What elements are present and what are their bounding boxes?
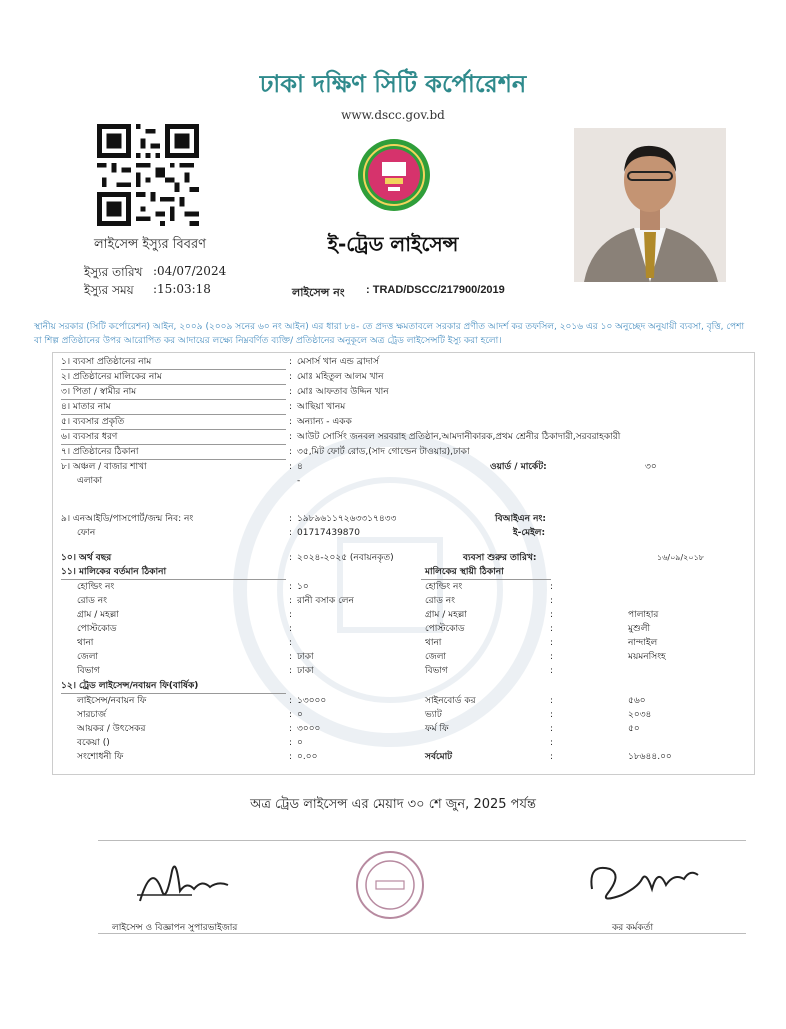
colon-separator: :	[289, 528, 293, 538]
colon-separator: :	[550, 696, 554, 706]
colon-separator: :	[289, 666, 293, 676]
issue-time-label: ইস্যুর সময়	[84, 283, 134, 297]
right-label: বিভাগ	[425, 666, 448, 676]
colon-separator: :	[550, 652, 554, 662]
zone-row	[53, 460, 753, 474]
website-url: www.dscc.gov.bd	[341, 108, 445, 122]
colon-separator: :	[289, 447, 293, 457]
colon-separator: :	[550, 596, 554, 606]
colon-separator: :	[289, 402, 293, 412]
colon-separator: :	[550, 752, 554, 762]
right-label: ফর্ম ফি	[425, 724, 449, 734]
email-label: ই-মেইল:	[513, 528, 546, 538]
license-details-table	[52, 352, 755, 775]
colon-separator: :	[289, 432, 293, 442]
ward-value: ৩০	[645, 462, 657, 472]
area-row	[53, 474, 753, 488]
address-row	[53, 650, 753, 664]
owner-name-row	[53, 370, 753, 384]
phone-row	[53, 526, 753, 540]
colon-separator: :	[289, 596, 293, 606]
colon-separator: :	[289, 710, 293, 720]
right-label: সর্বমোট	[425, 752, 453, 762]
row-value: মোঃ মহিতুল আলম খান	[297, 372, 384, 382]
row-label: ৬। ব্যবসার ধরণ	[61, 432, 118, 442]
left-label: সংশোধনী ফি	[77, 752, 124, 762]
colon-separator: :	[289, 696, 293, 706]
left-value: রানী বসাক লেন	[297, 596, 354, 606]
qr-caption: লাইসেন্স ইস্যুর বিবরণ	[94, 237, 206, 252]
colon-separator: :	[550, 582, 554, 592]
right-label: রোড নং	[425, 596, 455, 606]
left-value: ৩০০০	[297, 724, 321, 734]
right-label: জেলা	[425, 652, 447, 662]
address-row	[53, 622, 753, 636]
row-value: অন্যান্য - একক	[297, 417, 352, 427]
colon-separator: :	[550, 738, 554, 748]
address-row	[53, 664, 753, 678]
address-row	[53, 580, 753, 594]
colon-separator: :	[289, 514, 293, 524]
address-row	[53, 594, 753, 608]
fees-heading: ১২। ট্রেড লাইসেন্স/নবায়ন ফি(বার্ষিক)	[61, 681, 199, 691]
address-row	[53, 636, 753, 650]
ward-label: ওয়ার্ড / মার্কেট:	[490, 462, 547, 472]
colon-separator: :	[289, 417, 293, 427]
fee-row	[53, 708, 753, 722]
left-label: পোস্টকোড	[77, 624, 117, 634]
officer-caption: কর কর্মকর্তা	[612, 923, 654, 933]
row-value: -	[297, 476, 301, 486]
right-value: ১৮৬৪৪.০০	[628, 752, 672, 762]
mother-name-row	[53, 400, 753, 414]
colon-separator: :	[289, 752, 293, 762]
colon-separator: :	[289, 638, 293, 648]
business-nature-row	[53, 415, 753, 429]
row-value: মেসার্স খান এন্ড ব্রাদার্স	[297, 357, 379, 367]
row-value: ৪	[297, 462, 303, 472]
document-title: ই-ট্রেড লাইসেন্স	[327, 232, 459, 256]
validity-statement: অত্র ট্রেড লাইসেন্স এর মেয়াদ ৩০ শে জুন, 2025 পর্যন্ত	[250, 797, 536, 812]
colon-separator: :	[289, 724, 293, 734]
address-row	[53, 608, 753, 622]
row-value: 01717439870	[297, 528, 360, 538]
fee-row	[53, 694, 753, 708]
fee-row	[53, 750, 753, 764]
row-label: ১০। অর্থ বছর	[61, 553, 112, 563]
left-label: গ্রাম / মহল্লা	[77, 610, 119, 620]
issue-date-value: :04/07/2024	[153, 264, 227, 278]
left-label: বিভাগ	[77, 666, 100, 676]
father-name-row	[53, 385, 753, 399]
colon-separator: :	[289, 387, 293, 397]
colon-separator: :	[550, 710, 554, 720]
row-value: ১৯৮৯৬১১৭২৬৩৩১৭৪৩৩	[297, 514, 397, 524]
start-date-label: ব্যবসা শুরুর তারিখ:	[463, 553, 537, 563]
officer-signature-icon	[582, 849, 702, 913]
colon-separator: :	[289, 610, 293, 620]
row-label: ২। প্রতিষ্ঠানের মালিকের নাম	[61, 372, 162, 382]
issue-date-label: ইস্যুর তারিখ	[84, 265, 143, 279]
left-label: আয়কর / উৎসেকর	[77, 724, 146, 734]
row-label: ১। ব্যবসা প্রতিষ্ঠানের নাম	[61, 357, 152, 367]
colon-separator: :	[289, 582, 293, 592]
qr-code-icon	[97, 124, 199, 226]
right-value: নান্দাইল	[628, 638, 658, 648]
right-value: ৫৬০	[628, 696, 646, 706]
fee-row	[53, 722, 753, 736]
office-stamp-icon	[354, 849, 426, 921]
row-label: ৪। মাতার নাম	[61, 402, 111, 412]
right-label: হোল্ডিং নং	[425, 582, 463, 592]
license-number-value: : TRAD/DSCC/217900/2019	[366, 284, 505, 296]
right-value: ময়মনসিংহ	[628, 652, 666, 662]
colon-separator: :	[289, 652, 293, 662]
left-value: ০	[297, 710, 303, 720]
colon-separator: :	[550, 666, 554, 676]
owner-photo	[574, 128, 726, 282]
business-address-row	[53, 445, 753, 459]
row-label: ফোন	[77, 528, 96, 538]
right-value: ৫০	[628, 724, 640, 734]
row-value: ২০২৪-২০২৫ (নবায়নকৃত)	[297, 553, 394, 563]
colon-separator: :	[289, 357, 293, 367]
right-value: মুশুলী	[628, 624, 651, 634]
colon-separator: :	[550, 638, 554, 648]
left-value: ঢাকা	[297, 652, 314, 662]
right-label: থানা	[425, 638, 442, 648]
left-label: লাইসেন্স/নবায়ন ফি	[77, 696, 147, 706]
fees-heading-row	[53, 679, 753, 693]
colon-separator: :	[289, 738, 293, 748]
nid-row	[53, 512, 753, 526]
row-value: ৩৫,মিট ফোর্ট রোড,(সাদ গোল্ডেন টাওয়ার),ঢাকা	[297, 447, 470, 457]
colon-separator: :	[550, 610, 554, 620]
issue-time-value: :15:03:18	[153, 282, 211, 296]
permanent-address-heading: মালিকের স্থায়ী ঠিকানা	[425, 567, 504, 577]
bin-label: বিআইএন নং:	[495, 514, 546, 524]
right-value: পালাহার	[628, 610, 659, 620]
right-label: পোস্টকোড	[425, 624, 465, 634]
right-value: ২০৩৪	[628, 710, 652, 720]
right-label: গ্রাম / মহল্লা	[425, 610, 467, 620]
colon-separator: :	[289, 553, 293, 563]
right-label: ভ্যাট	[425, 710, 442, 720]
row-label: ৫। ব্যবসার প্রকৃতি	[61, 417, 125, 427]
colon-separator: :	[289, 624, 293, 634]
fee-row	[53, 736, 753, 750]
colon-separator: :	[550, 624, 554, 634]
row-value: আউট সোর্সিং জনবল সরবরাহ প্রতিষ্ঠান,আমদানীকারক,প্রথম শ্রেনীর ঠিকাদারী,সরবরাহকারী	[297, 432, 621, 442]
left-label: সারচার্জ	[77, 710, 107, 720]
left-value: ১০	[297, 582, 309, 592]
legal-statement: স্থানীয় সরকার (সিটি কর্পোরেশন) আইন, ২০০৯ (২০০৯ সনের ৬০ নং আইন) এর ধারা ৮৪- তে প্রদত্ত ক্ষমতাবলে সরকার প্রণীত আদর্শ কর তফসিল, ২০১৬ এর ১০ অনুচ্ছেদ অনুযায়ী ব্যবসা, বৃত্তি, পেশা বা শিল্প প্রতিষ্ঠানের উপর আরোপিত কর আদায়ের লক্ষ্যে নিম্নবর্ণিত ব্যক্তি/ প্রতিষ্ঠানের অনুকূলে অত্র ট্রেড লাইসেন্সটি ইস্যু করা হলো।	[34, 322, 745, 346]
supervisor-signature-icon	[132, 851, 232, 911]
current-address-heading: ১১। মালিকের বর্তমান ঠিকানা	[61, 567, 167, 577]
colon-separator: :	[289, 372, 293, 382]
row-label: ৮। অঞ্চল / বাজার শাখা	[61, 462, 147, 472]
start-date-value: ১৬/০৯/২০১৮	[657, 553, 704, 562]
row-label: ৭। প্রতিষ্ঠানের ঠিকানা	[61, 447, 139, 457]
left-value: ০.০০	[297, 752, 318, 762]
dscc-seal-icon	[357, 138, 431, 212]
row-value: আছিয়া খানম	[297, 402, 346, 412]
left-value: ০	[297, 738, 303, 748]
colon-separator: :	[289, 462, 293, 472]
left-label: হোল্ডিং নং	[77, 582, 115, 592]
left-label: থানা	[77, 638, 94, 648]
address-heading-row	[53, 565, 753, 579]
left-label: রোড নং	[77, 596, 107, 606]
organization-title: ঢাকা দক্ষিণ সিটি কর্পোরেশন	[259, 70, 527, 98]
business-name-row	[53, 355, 753, 369]
left-label: জেলা	[77, 652, 99, 662]
left-label: বকেয়া ()	[77, 738, 110, 748]
left-value: ঢাকা	[297, 666, 314, 676]
colon-separator: :	[550, 724, 554, 734]
supervisor-caption: লাইসেন্স ও বিজ্ঞাপন সুপারভাইজার	[112, 923, 238, 933]
right-label: সাইনবোর্ড কর	[425, 696, 476, 706]
left-value: ১৩০০০	[297, 696, 327, 706]
row-value: মোঃ আফতাব উদ্দিন খান	[297, 387, 389, 397]
license-number-label: লাইসেন্স নং	[292, 286, 345, 299]
row-label: ৩। পিতা / স্বামীর নাম	[61, 387, 137, 397]
row-label: এলাকা	[77, 476, 103, 486]
row-label: ৯। এনআইডি/পাসপোর্ট/জন্ম নিব: নং	[61, 514, 194, 524]
fiscal-year-row	[53, 551, 753, 565]
business-type-row	[53, 430, 753, 444]
